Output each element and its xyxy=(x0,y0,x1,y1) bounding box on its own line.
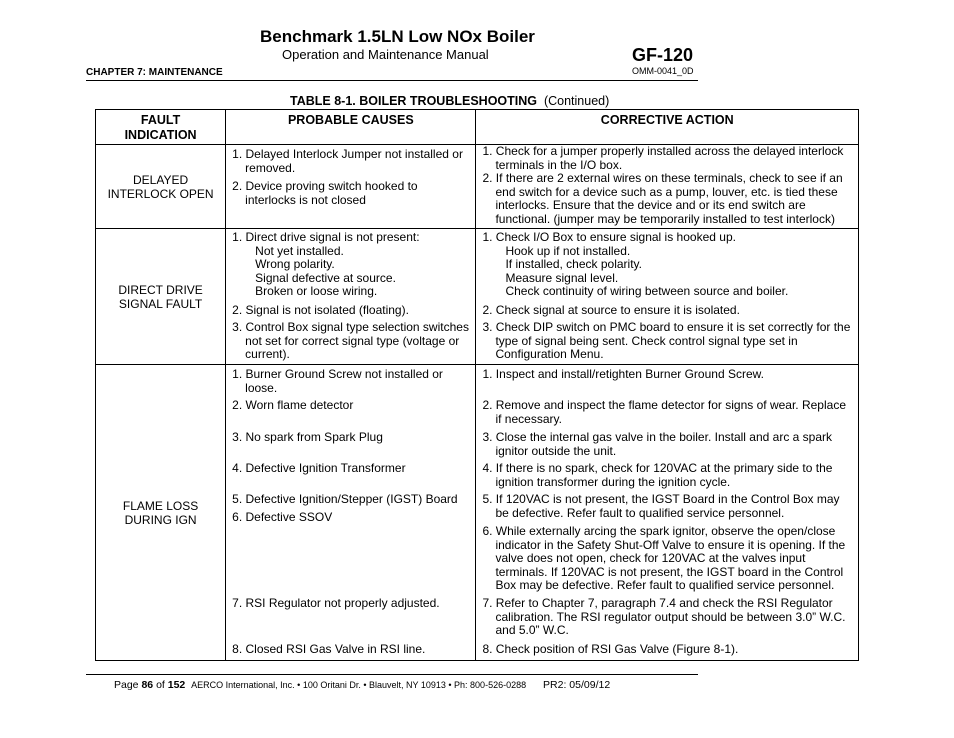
of-label: of xyxy=(156,679,165,691)
cause-item: 4. Defective Ignition Transformer xyxy=(232,461,406,475)
chapter-label: CHAPTER 7: MAINTENANCE xyxy=(86,67,223,78)
fault-line: DELAYED xyxy=(133,172,189,187)
cause-item: 3. No spark from Spark Plug xyxy=(232,430,383,444)
action-subitem: Hook up if not installed. xyxy=(505,243,631,258)
page-label: Page xyxy=(114,679,139,691)
action-item: 2. If there are 2 external wires on these terminals, check to see if an end switch for a device such as a pump, louver, etc. is tied these interlocks. Ensure that the device and or its end switch are functional. (jumper may be temporarily installed to test interlock) xyxy=(482,171,843,226)
causes-cell xyxy=(226,365,476,661)
action-item: 4. If there is no spark, check for 120VAC at the primary side to the ignition transformer during the ignition cycle. xyxy=(482,461,833,489)
fault-line: DIRECT DRIVE xyxy=(118,282,203,297)
model-number: GF-120 xyxy=(632,45,694,65)
action-item: 7. Refer to Chapter 7, paragraph 7.4 and check the RSI Regulator calibration. The RSI regulator output should be between 3.0” W.C. and 5.0” W.C. xyxy=(482,596,846,638)
actions-cell xyxy=(476,229,859,365)
header-fault-indication xyxy=(96,110,226,145)
table-header-row xyxy=(96,110,859,145)
actions-cell xyxy=(476,145,859,229)
cause-item: 8. Closed RSI Gas Valve in RSI line. xyxy=(232,642,426,656)
header-fault-line2: INDICATION xyxy=(124,128,197,142)
table-row xyxy=(96,229,859,365)
page-footer xyxy=(114,679,610,691)
document-number: OMM-0041_0D xyxy=(632,66,694,76)
action-subitem: Measure signal level. xyxy=(505,270,619,285)
table-row xyxy=(96,145,859,229)
revision-label: PR2: 05/09/12 xyxy=(543,679,611,691)
cause-item: 3. Control Box signal type selection switches not set for correct signal type (voltage or current). xyxy=(232,320,469,362)
troubleshooting-table xyxy=(95,109,859,661)
page-number: 86 xyxy=(141,679,154,691)
footer-divider xyxy=(86,674,698,675)
action-item: 1. Check I/O Box to ensure signal is hooked up. Hook up if not installed. If installed, check polarity. Measure signal level. Check continuity of wiring between source and boiler. xyxy=(482,231,853,299)
causes-cell xyxy=(226,145,476,229)
action-item: 3. Check DIP switch on PMC board to ensure it is set correctly for the type of signal being sent. Check control signal type set in Configuration Menu. xyxy=(482,320,851,362)
cause-subitem: Broken or loose wiring. xyxy=(255,284,378,299)
cause-subitem: Wrong polarity. xyxy=(255,257,335,272)
action-item: 5. If 120VAC is not present, the IGST Board in the Control Box may be defective. Refer fault to qualified service personnel. xyxy=(482,492,840,520)
action-item: 6. While externally arcing the spark ignitor, observe the open/close indicator in the Safety Shut-Off Valve to ensure it is opening. If the valve does not open, check for 120VAC at the valves input terminals. If 120VAC is not present, the IGST board in the Control Box may be defective. Refer fault to qualified service personnel. xyxy=(482,524,846,593)
cause-item: 2. Device proving switch hooked to interlocks is not closed xyxy=(232,179,418,207)
actions-cell xyxy=(476,365,859,661)
cause-item: 5. Defective Ignition/Stepper (IGST) Board xyxy=(232,492,458,506)
fault-cell xyxy=(96,229,226,365)
action-item: 2. Check signal at source to ensure it is isolated. xyxy=(482,303,740,317)
cause-item: 1. Delayed Interlock Jumper not installed or removed. xyxy=(232,147,463,175)
header-fault-line1: FAULT xyxy=(140,113,181,127)
action-item: 8. Check position of RSI Gas Valve (Figure 8-1). xyxy=(482,642,739,656)
table-caption-title: TABLE 8-1. BOILER TROUBLESHOOTING xyxy=(290,94,537,108)
table-caption xyxy=(290,94,609,108)
cause-item: 1. Direct drive signal is not present: Not yet installed. Wrong polarity. Signal defective at source. Broken or loose wiring. xyxy=(232,231,470,299)
header-corrective-action: CORRECTIVE ACTION xyxy=(476,110,859,145)
cause-item: 6. Defective SSOV xyxy=(232,510,333,524)
action-subitem: Check continuity of wiring between source and boiler. xyxy=(505,284,789,299)
action-item: 1. Inspect and install/retighten Burner Ground Screw. xyxy=(482,367,764,381)
causes-cell xyxy=(226,229,476,365)
cause-item: 1. Burner Ground Screw not installed or loose. xyxy=(232,367,443,395)
action-item: 1. Check for a jumper properly installed across the delayed interlock terminals in the I/O box. xyxy=(482,144,844,172)
fault-line: DURING IGN xyxy=(124,512,197,527)
action-item: 2. Remove and inspect the flame detector for signs of wear. Replace if necessary. xyxy=(482,398,846,426)
cause-subitem: Signal defective at source. xyxy=(255,270,396,285)
table-caption-continued: (Continued) xyxy=(543,94,610,108)
cause-item: 2. Worn flame detector xyxy=(232,398,354,412)
fault-line: SIGNAL FAULT xyxy=(118,296,203,311)
fault-cell xyxy=(96,145,226,229)
fault-line: INTERLOCK OPEN xyxy=(107,186,214,201)
company-info: AERCO International, Inc. • 100 Oritani Dr. • Blauvelt, NY 10913 • Ph: 800-526-0288 xyxy=(191,680,527,690)
document-title: Benchmark 1.5LN Low NOx Boiler xyxy=(260,27,535,46)
header-divider xyxy=(86,80,698,81)
action-subitem: If installed, check polarity. xyxy=(505,257,642,272)
action-item: 3. Close the internal gas valve in the boiler. Install and arc a spark ignitor outside the unit. xyxy=(482,430,832,458)
fault-line: FLAME LOSS xyxy=(122,498,199,513)
document-subtitle: Operation and Maintenance Manual xyxy=(282,47,489,62)
header-probable-causes: PROBABLE CAUSES xyxy=(226,110,476,145)
table-row xyxy=(96,365,859,661)
page-total: 152 xyxy=(167,679,186,691)
fault-cell xyxy=(96,365,226,661)
cause-item: 7. RSI Regulator not properly adjusted. xyxy=(232,596,440,610)
cause-item: 2. Signal is not isolated (floating). xyxy=(232,303,409,317)
cause-subitem: Not yet installed. xyxy=(255,243,344,258)
